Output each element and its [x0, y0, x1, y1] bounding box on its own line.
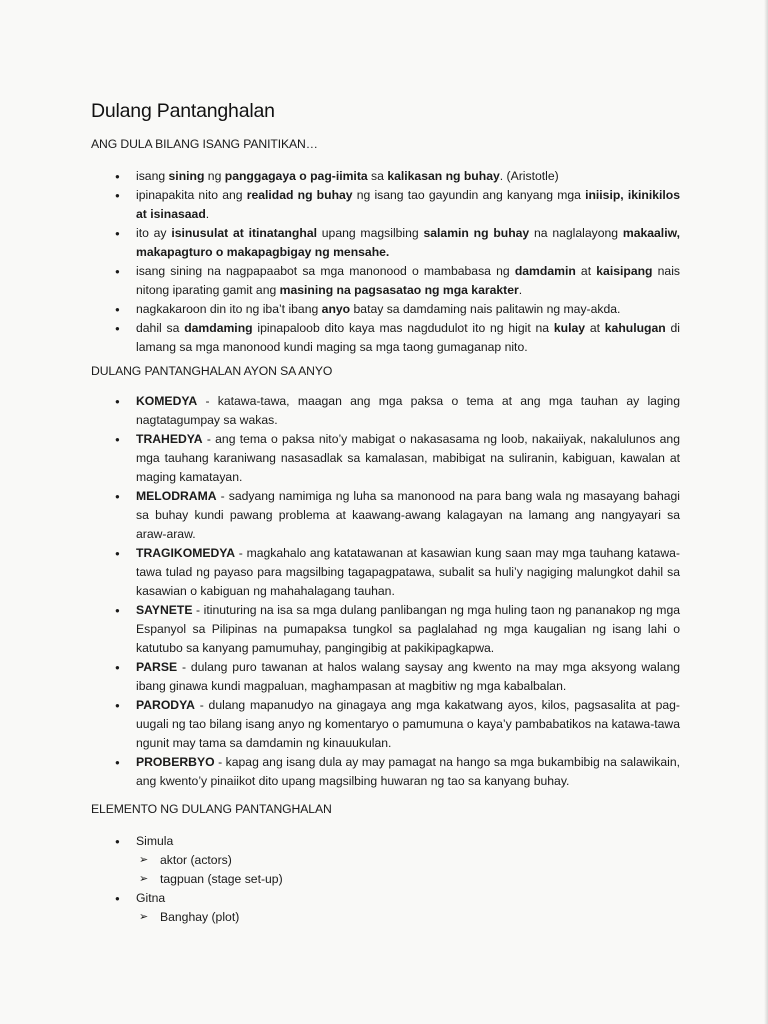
list-item: [136, 186, 680, 224]
text-run: ipinapakita nito ang: [136, 188, 247, 202]
bold-text: anyo: [321, 302, 351, 316]
bold-text: realidad ng buhay: [246, 188, 353, 202]
sub-list: [136, 851, 680, 889]
list-item: [136, 167, 680, 186]
text-run: . (Aristotle): [499, 169, 559, 183]
group-label: Gitna: [136, 891, 166, 905]
list-item: [136, 224, 680, 262]
text-run: ito ay: [136, 226, 172, 240]
bold-text: isinusulat at itinatanghal: [171, 226, 317, 240]
text-run: batay sa damdaming nais palitawin ng may-akda.: [350, 302, 621, 316]
bold-text: kalikasan ng buhay: [387, 169, 500, 183]
sub-list-item: [139, 851, 680, 870]
list-item: [136, 601, 680, 658]
bold-text: panggagaya o pag-iimita: [224, 169, 368, 183]
text-run: at: [575, 264, 597, 278]
bold-text: iniisip, ikinikilos at isinasaad: [136, 188, 680, 221]
text-run: nagkakaroon din ito ng iba’t ibang: [136, 302, 322, 316]
bold-text: makaaliw, makapagturo o makapagbigay ng mensahe.: [136, 226, 680, 259]
list-item: [136, 300, 680, 319]
bold-text: sining: [168, 169, 205, 183]
text-run: ng: [204, 169, 225, 183]
list-item: [136, 832, 680, 889]
bold-text: PARSE: [136, 660, 178, 674]
section-panitikan: [91, 137, 680, 357]
bold-text: kulay: [553, 321, 586, 335]
bold-text: salamin ng buhay: [423, 226, 530, 240]
list-item: [136, 889, 680, 927]
arrow-bullet-icon: ➢: [139, 854, 149, 866]
text-run: isang sining na nagpapaabot sa mga manonood o mambabasa ng: [136, 264, 515, 278]
bold-text: SAYNETE: [136, 603, 193, 617]
list-item: [136, 262, 680, 300]
bold-text: TRAHEDYA: [136, 432, 203, 446]
text-run: - magkahalo ang katatawanan at kasawian kung saan may mga tauhang katawa-tawa tulad ng payaso para magsilbing tagapagpatawa, subalit sa huli’y nagiging malungkot dahil sa kasawian o kabiguan ng mahahalagang tauhan.: [136, 546, 680, 598]
bold-text: damdaming: [184, 321, 253, 335]
text-run: - itinuturing na isa sa mga dulang panlibangan ng mga huling taon ng pananakop ng mga Espanyol sa Pilipinas na pumapaksa tungkol sa paglalahad ng mga kaugalian ng isang lahi o katutubo sa kanyang pamumuhay, pangingibig at pakikipagkapwa.: [136, 603, 680, 655]
bold-text: PROBERBYO: [136, 755, 215, 769]
section-heading: ANG DULA BILANG ISANG PANITIKAN…: [91, 137, 318, 151]
text-run: dahil sa: [136, 321, 185, 335]
list-item: [136, 319, 680, 357]
arrow-bullet-icon: ➢: [139, 873, 149, 885]
panitikan-list: [91, 167, 680, 357]
section-elemento: [91, 802, 680, 927]
sub-list-item: [139, 908, 680, 927]
list-item: [136, 430, 680, 487]
list-item: [136, 392, 680, 430]
list-item: [136, 753, 680, 791]
list-item: [136, 658, 680, 696]
list-item: [136, 544, 680, 601]
list-item: [136, 487, 680, 544]
section-anyo: [91, 364, 680, 791]
text-run: sa: [367, 169, 388, 183]
text-run: - dulang mapanudyo na ginagaya ang mga kakatwang ayos, kilos, pagsasalita at pag-uugali ng tao bilang isang anyo ng komentaryo o pamumuna o kaya’y pambabatikos na katawa-tawa ngunit may tama sa damdamin ng kinauukulan.: [136, 698, 680, 750]
sub-list-item: [139, 870, 680, 889]
text-run: .: [518, 283, 523, 297]
bold-text: MELODRAMA: [136, 489, 217, 503]
text-run: .: [205, 207, 210, 221]
bold-text: TRAGIKOMEDYA: [136, 546, 236, 560]
bold-text: damdamin: [514, 264, 576, 278]
bold-text: kaisipang: [596, 264, 653, 278]
page-edge-shadow: [764, 0, 768, 1024]
text-run: na naglalayong: [529, 226, 623, 240]
text-run: isang: [136, 169, 169, 183]
list-item: [136, 696, 680, 753]
arrow-bullet-icon: ➢: [139, 911, 149, 923]
text-run: - katawa-tawa, maagan ang mga paksa o tema at ang mga tauhan ay laging nagtatagumpay sa wakas.: [136, 394, 680, 427]
section-heading: ELEMENTO NG DULANG PANTANGHALAN: [91, 802, 332, 816]
text-run: at: [585, 321, 605, 335]
text-run: ipinapaloob dito kaya mas nagdudulot ito ng higit na: [252, 321, 554, 335]
bold-text: kahulugan: [604, 321, 666, 335]
section-heading: DULANG PANTANGHALAN AYON SA ANYO: [91, 364, 333, 378]
text-run: - sadyang namimiga ng luha sa manonood na para bang wala ng masayang bahagi sa buhay kundi pawang problema at kaawang-awang kalagayan na lamang ang nangyayari sa araw-araw.: [136, 489, 680, 541]
elemento-list: [91, 832, 680, 927]
text-run: - dulang puro tawanan at halos walang saysay ang kwento na may mga aksyong walang ibang ginawa kundi magpaluan, maghampasan at magbitiw ng mga kabalbalan.: [136, 660, 680, 693]
sub-item-text: tagpuan (stage set-up): [160, 872, 283, 886]
text-run: nais nitong iparating gamit ang: [136, 264, 680, 297]
page-title: Dulang Pantanghalan: [91, 100, 275, 122]
text-run: ng isang tao gayundin ang kanyang mga: [352, 188, 586, 202]
group-label: Simula: [136, 834, 174, 848]
bold-text: KOMEDYA: [136, 394, 198, 408]
text-run: di lamang sa mga manonood kundi maging sa mga taong gumaganap nito.: [136, 321, 680, 354]
bold-text: PARODYA: [136, 698, 195, 712]
sub-item-text: Banghay (plot): [160, 910, 240, 924]
anyo-list: [91, 392, 680, 791]
text-run: upang magsilbing: [316, 226, 424, 240]
sub-item-text: aktor (actors): [160, 853, 232, 867]
text-run: - ang tema o paksa nito’y mabigat o nakasasama ng loob, nakaiiyak, nakalulunos ang mga tauhang karaniwang nasasadlak sa kamalasan, mabibigat na suliranin, kabiguan, kawalan at maging kamatayan.: [136, 432, 680, 484]
bold-text: masining na pagsasatao ng mga karakter: [279, 283, 519, 297]
text-run: - kapag ang isang dula ay may pamagat na hango sa mga bukambibig na salawikain, ang kwento’y pinaiikot dito upang magsilbing huwaran ng tao sa kanyang buhay.: [136, 755, 680, 788]
sub-list: [136, 908, 680, 927]
